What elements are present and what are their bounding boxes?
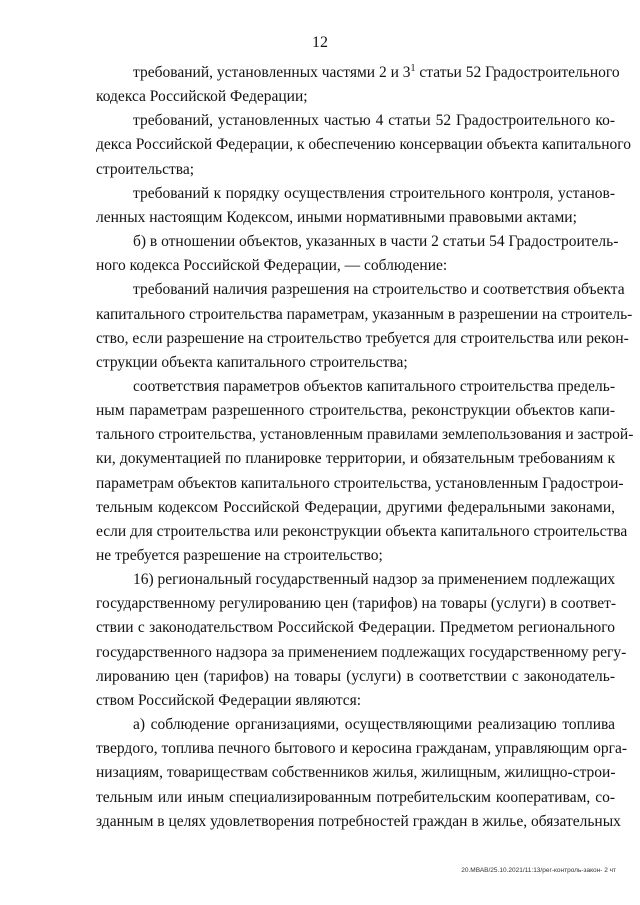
text-line: параметрам объектов капитального строительства, установленным Градострои- — [96, 474, 624, 492]
text-line: ленных настоящим Кодексом, иными нормативными правовыми актами; — [96, 208, 577, 226]
text-line: а) соблюдение организациями, осуществляющими реализацию топлива — [133, 716, 615, 733]
text-line: ки, документацией по планировке территории, и обязательным требованиям к — [96, 450, 615, 468]
text-line: ным параметрам разрешенного строительства, реконструкции объектов капи- — [96, 402, 615, 420]
text-line: требований наличия разрешения на строительство и соответствия объекта — [133, 281, 625, 299]
text-line: государственного надзора за применением подлежащих государственному регу- — [96, 643, 627, 661]
text-line: требований, установленных частями 2 и $3^1$ статьи 52 Градостроительного — [133, 63, 620, 81]
text-line: твердого, топлива печного бытового и керосина гражданам, управляющим орга- — [96, 740, 627, 758]
text-line: струкции объекта капитального строительства; — [96, 353, 408, 371]
text-line: строительства; — [96, 160, 195, 178]
text-line: тального строительства, установленным правилами землепользования и застрой- — [96, 426, 634, 444]
text-line: ство, если разрешение на строительство требуется для строительства или рекон- — [96, 329, 629, 347]
text-line: декса Российской Федерации, к обеспечению консервации объекта капитального — [96, 136, 631, 154]
text-line: капитального строительства параметрам, указанным в разрешении на строитель- — [96, 305, 633, 323]
text-line: если для строительства или реконструкции объекта капитального строительства — [96, 522, 628, 540]
text-line: 16) региональный государственный надзор за применением подлежащих — [133, 571, 616, 589]
text-line: ствии с законодательством Российской Федерации. Предметом регионального — [96, 619, 615, 637]
text-line: кодекса Российской Федерации; — [96, 88, 308, 106]
superscript: 1 — [410, 63, 416, 74]
page-number: 12 — [312, 34, 328, 51]
text-line: не требуется разрешение на строительство; — [96, 547, 383, 564]
text-line: тельным кодексом Российской Федерации, другими федеральными законами, — [96, 498, 615, 516]
text-line: зданным в целях удовлетворения потребностей граждан в жилье, обязательных — [96, 812, 621, 830]
text-line: тельным или иным специализированным потребительским кооперативам, со- — [96, 788, 615, 806]
text-line: требований, установленных частью 4 статьи 52 Градостроительного ко- — [133, 112, 615, 130]
text-line: требований к порядку осуществления строительного контроля, установ- — [133, 184, 615, 202]
text-line: соответствия параметров объектов капитального строительства предель- — [133, 377, 615, 395]
text-line: ством Российской Федерации являются: — [96, 691, 362, 709]
text-line: низациям, товариществам собственников жилья, жилищным, жилищно-строи- — [96, 764, 616, 782]
text-line: б) в отношении объектов, указанных в части 2 статьи 54 Градостроитель- — [133, 233, 619, 250]
text-line: государственному регулированию цен (тарифов) на товары (услуги) в соответ- — [96, 595, 617, 613]
footer-stamp: 20.МВАВ/25.10.2021/11:13/рег-контроль-закон- 2 чт — [461, 867, 616, 874]
text-line: лированию цен (тарифов) на товары (услуги) в соответствии с законодатель- — [96, 667, 615, 685]
text-line: ного кодекса Российской Федерации, — соблюдение: — [96, 257, 448, 275]
